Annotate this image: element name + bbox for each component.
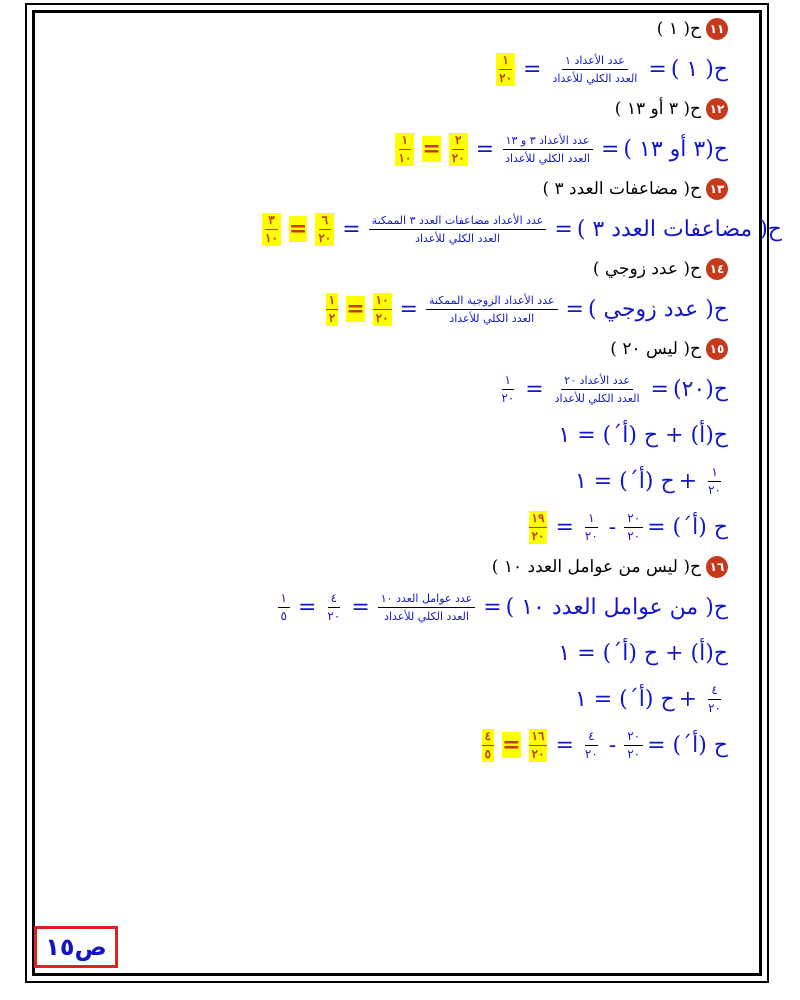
q11-heading-text: ح( ١ ) [656, 19, 701, 39]
q16-f3-num: ١ [278, 591, 290, 608]
q16-answer2 [482, 729, 494, 762]
q16-l4-a [624, 729, 643, 762]
q11-equation [88, 46, 728, 92]
q11-ans-den: ٢٠ [499, 70, 513, 85]
q15-number-badge: ١٥ [706, 338, 728, 360]
q16-ans1-den: ٢٠ [531, 746, 545, 761]
equals-sign: = [554, 216, 573, 242]
q16-ans1-num: ١٦ [529, 729, 548, 746]
q15-l3-den: ٢٠ [708, 482, 721, 497]
q12-answer [395, 133, 414, 166]
q12-ans-num: ١ [399, 133, 411, 150]
minus-sign: - [608, 732, 617, 758]
q15-l4-b [582, 511, 601, 544]
q13-f2-num: ٦ [319, 213, 331, 230]
q16-answer1 [529, 729, 548, 762]
q15-frac-den: العدد الكلي للأعداد [554, 391, 640, 405]
q14-equation [88, 286, 728, 332]
equals-sign: = [648, 56, 667, 82]
q15-answer [529, 511, 548, 544]
q11-frac-den: العدد الكلي للأعداد [552, 71, 638, 85]
q14-lhs: ح( عدد زوجي ) [587, 296, 728, 322]
q15-line4 [88, 504, 728, 550]
q11-answer [496, 53, 515, 86]
q12-fraction [502, 133, 593, 166]
q15-r-num: ١ [502, 373, 514, 390]
q16-l3-den: ٢٠ [708, 700, 721, 715]
q16-heading-text: ح( ليس من عوامل العدد ١٠ ) [491, 557, 701, 577]
equals-sign: = [422, 136, 441, 162]
q11-frac-num: عدد الأعداد ١ [562, 53, 628, 70]
q14-answer [326, 293, 338, 326]
equals-sign: = [650, 376, 669, 402]
q13-frac-num: عدد الأعداد مضاعفات العدد ٣ الممكنة [369, 213, 547, 230]
equals-sign: = [346, 296, 365, 322]
q15-line1-lhs: ح(٢٠) [672, 376, 728, 402]
q14-f2-den: ٢٠ [375, 310, 389, 325]
q16-frac-den: العدد الكلي للأعداد [384, 609, 469, 623]
q14-f2-num: ١٠ [373, 293, 392, 310]
equals-sign: = [600, 136, 620, 162]
q14-ans-den: ٢ [328, 310, 336, 325]
q15-l4-a-num: ٢٠ [624, 511, 643, 528]
q12-step-fraction [449, 133, 468, 166]
q16-f2-den: ٢٠ [327, 608, 341, 623]
q13-ans-num: ٣ [265, 213, 277, 230]
q16-line4-lhs: ح (أ´) = [647, 732, 728, 758]
q11-ans-num: ١ [499, 53, 511, 70]
q12-f2-num: ٢ [452, 133, 464, 150]
q14-fraction [426, 293, 558, 326]
q14-frac-num: عدد الأعداد الزوجية الممكنة [426, 293, 558, 310]
q15-result-fraction [498, 373, 517, 406]
q11-number-badge: ١١ [706, 18, 728, 40]
q13-fraction [369, 213, 547, 246]
q15-l4-a-den: ٢٠ [627, 528, 641, 543]
q15-heading-text: ح( ليس ٢٠ ) [610, 339, 701, 359]
q15-l4-b-num: ١ [585, 511, 597, 528]
equals-sign: = [502, 732, 521, 758]
equals-sign: = [483, 594, 502, 620]
plus-sign: + [678, 468, 698, 494]
page-number: ص١٥ [34, 926, 118, 968]
q16-f3-den: ٥ [280, 608, 287, 623]
q14-step-fraction [373, 293, 392, 326]
equals-sign: = [288, 216, 308, 242]
q14-number-badge: ١٤ [706, 258, 728, 280]
q13-heading-text: ح( مضاعفات العدد ٣ ) [542, 179, 701, 199]
q14-frac-den: العدد الكلي للأعداد [449, 311, 535, 325]
q15-heading [88, 332, 728, 366]
equals-sign: = [555, 514, 574, 540]
equals-sign: = [399, 296, 418, 322]
plus-sign: + [678, 686, 698, 712]
q16-l3-fraction [705, 683, 724, 716]
q13-answer [262, 213, 281, 246]
q15-frac-num: عدد الأعداد ٢٠ [561, 373, 633, 390]
q16-l4-a-num: ٢٠ [624, 729, 643, 746]
q16-line3 [88, 676, 728, 722]
q15-l3-num: ١ [708, 465, 720, 482]
q16-f2 [324, 591, 343, 624]
q16-heading [88, 550, 728, 584]
q16-l4-b-den: ٢٠ [584, 746, 598, 761]
q15-line2 [88, 412, 728, 458]
q14-ans-num: ١ [326, 293, 338, 310]
q16-line1 [88, 584, 728, 630]
worksheet-content [88, 12, 782, 768]
q13-lhs: ح( مضاعفات العدد ٣ ) [576, 216, 782, 242]
q16-number-badge: ١٦ [706, 556, 728, 578]
equals-sign: = [565, 296, 584, 322]
q16-line2 [88, 630, 728, 676]
q11-heading [88, 12, 728, 46]
q16-lhs: ح( من عوامل العدد ١٠ ) [505, 594, 728, 620]
q13-heading [88, 172, 728, 206]
q16-l4-b [582, 729, 601, 762]
q12-lhs: ح(٣ أو ١٣ ) [623, 136, 728, 162]
q16-frac-num: عدد عوامل العدد ١٠ [378, 591, 475, 608]
q12-equation [88, 126, 728, 172]
q16-ans2-den: ٥ [484, 746, 492, 761]
q14-heading [88, 252, 728, 286]
q12-heading-text: ح( ٣ أو ١٣ ) [614, 99, 701, 119]
q12-f2-den: ٢٠ [451, 150, 465, 165]
q13-step-fraction [315, 213, 334, 246]
q12-frac-den: العدد الكلي للأعداد [505, 151, 590, 165]
q15-r-den: ٢٠ [501, 390, 515, 405]
equals-sign: = [297, 594, 317, 620]
minus-sign: - [608, 514, 617, 540]
q12-number-badge: ١٢ [706, 98, 728, 120]
q15-line1 [88, 366, 728, 412]
q11-fraction [549, 53, 640, 86]
equals-sign: = [525, 376, 544, 402]
q13-frac-den: العدد الكلي للأعداد [415, 231, 500, 245]
q16-f3 [278, 591, 290, 624]
q14-heading-text: ح( عدد زوجي ) [592, 259, 701, 279]
q13-f2-den: ٢٠ [318, 230, 332, 245]
q16-fraction [378, 591, 475, 624]
q15-ans-den: ٢٠ [531, 528, 545, 543]
q15-line3 [88, 458, 728, 504]
q15-line3-text: ح (أ´) = ١ [574, 468, 675, 494]
q16-ans2-num: ٤ [482, 729, 494, 746]
q15-line2-text: ح(أ) + ح (أ´) = ١ [558, 422, 728, 448]
q13-equation [88, 206, 782, 252]
q12-heading [88, 92, 728, 126]
q16-f2-num: ٤ [328, 591, 340, 608]
q15-fraction [552, 373, 643, 406]
q13-ans-den: ١٠ [265, 230, 278, 245]
q15-line4-lhs: ح (أ´) = [647, 514, 728, 540]
q15-ans-num: ١٩ [529, 511, 548, 528]
q16-l4-a-den: ٢٠ [627, 746, 641, 761]
q12-frac-num: عدد الأعداد ٣ و ١٣ [503, 133, 593, 150]
q16-line4 [88, 722, 728, 768]
equals-sign: = [342, 216, 361, 242]
q15-l4-a [624, 511, 643, 544]
q16-l4-b-num: ٤ [585, 729, 597, 746]
q13-number-badge: ١٣ [706, 178, 728, 200]
equals-sign: = [475, 136, 495, 162]
q11-lhs: ح( ١ ) [670, 56, 728, 82]
equals-sign: = [351, 594, 370, 620]
equals-sign: = [523, 56, 542, 82]
equals-sign: = [555, 732, 574, 758]
q12-ans-den: ١٠ [398, 150, 412, 165]
q15-l3-fraction [705, 465, 724, 498]
q15-l4-b-den: ٢٠ [584, 528, 598, 543]
q16-line3-text: ح (أ´) = ١ [574, 686, 675, 712]
q16-line2-text: ح(أ) + ح (أ´) = ١ [558, 640, 728, 666]
q16-l3-num: ٤ [708, 683, 720, 700]
